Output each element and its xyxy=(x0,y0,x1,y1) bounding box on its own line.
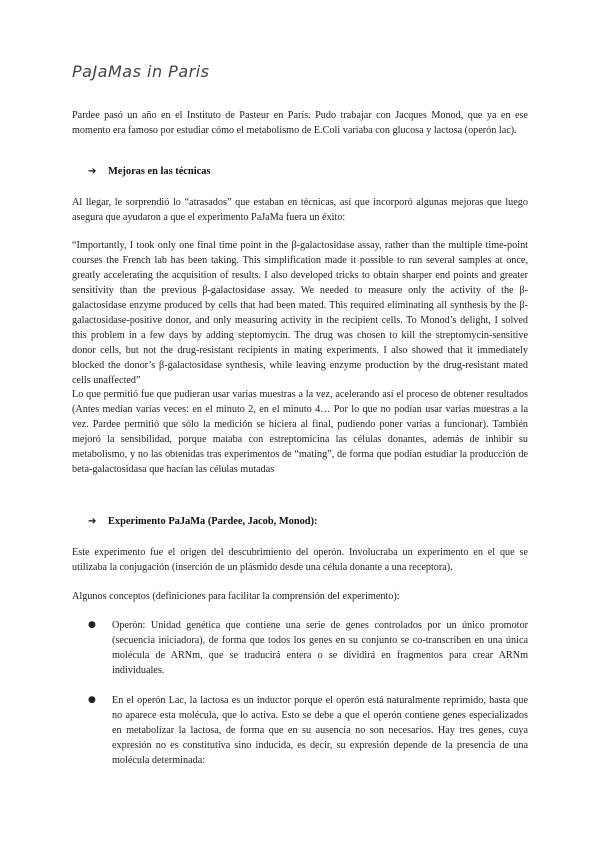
list-item xyxy=(72,618,528,678)
arrow-icon: ➔ xyxy=(88,516,97,527)
concepts-paragraph: Algunos conceptos (definiciones para facilitar la comprensión del experimento): xyxy=(72,591,400,602)
concepts-list xyxy=(72,618,528,768)
list-item-text: Operón: Unidad genética que contiene una serie de genes controlados por un único promotor (secuencia iniciadora), de forma que todos los genes en su conjunto se co-transcriben en una única molécula de ARNm, que se traducirá entera o se dividirá en fragmentos para crear ARNm individuales. xyxy=(112,620,528,676)
techniques-paragraph: Al llegar, le sorprendió lo “atrasados” que estaban en técnicas, así que incorporó algunas mejoras que luego asegura que ayudaron a que el experimento PaJaMa fuera un éxito: xyxy=(72,197,528,223)
intro-paragraph: Pardee pasó un año en el Instituto de Pasteur en París. Pudo trabajar con Jacques Monod, que ya en ese momento era famoso por estudiar cómo el metabolismo de E.Coli variaba con glucosa y lactosa (operón lac). xyxy=(72,110,528,136)
bullet-icon: ● xyxy=(88,695,96,705)
list-item-text: En el operón Lac, la lactosa es un inductor porque el operón está naturalmente reprimido, hasta que no aparece esta molécula, que lo activa. Esto se debe a que el operón contiene genes especializados en metabolizar la lactosa, de forma que en su ausencia no son necesarios. Hay tres genes, cuya expresión no es constitutiva sino inducida, es decir, su expresión depende de la presencia de una molécula determinada: xyxy=(112,695,528,766)
results-paragraph: Lo que permitió fue que pudieran usar varias muestras a la vez, acelerando así el proceso de obtener resultados (Antes medían varias veces: en el minuto 2, en el minuto 4… Por lo que no podían usar varias muestras a la vez. Pardee permitió que sólo la medición se hiciera al final, pudiendo poner varias a funcionar). También mejoró la sensibilidad, porque mataba con estreptomicina las células donantes, además de inhibir su metabolismo, y no las obtenidas tras experimentos de “mating”, de forma que podían estudiar la producción de beta-galactosidasa que hacían las células mutadas xyxy=(72,389,528,475)
section-heading-label: Experimento PaJaMa (Pardee, Jacob, Monod): xyxy=(108,516,318,527)
experiment-paragraph: Este experimento fue el origen del descubrimiento del operón. Involucraba un experimento en el que se utilizaba la conjugación (inserción de un plásmido desde una célula donante a una receptora). xyxy=(72,547,528,573)
arrow-icon: ➔ xyxy=(88,166,97,177)
bullet-icon: ● xyxy=(88,620,96,630)
list-item xyxy=(72,693,528,768)
section-heading-label: Mejoras en las técnicas xyxy=(108,166,211,177)
section-heading-pajama xyxy=(88,516,318,527)
section-heading-techniques xyxy=(88,166,210,177)
quote-paragraph: “Importantly, I took only one final time point in the β-galactosidase assay, rather than the multiple time-point courses the French lab has been taking. This simplification made it possible to run several samples at once, greatly accelerating the acquisition of results. I also developed tricks to obtain sharper end points and greater sensitivity than the previous β-galactosidase assay. We needed to measure only the activity of the β-galactosidase enzyme produced by cells that had been mated. This required eliminating all synthesis by the β-galactosidase-positive donor, and only measuring activity in the recipient cells. To Monod’s delight, I solved this problem in a few days by adding steptomycin. The drug was chosen to kill the streptomycin-sensitive donor cells, but not the drug-resistant recipients in mating experiments. I also showed that it immediately blocked the donor’s β-galactosidase synthesis, while leaving enzyme production by the drug-resistant mated cells unaffected” xyxy=(72,240,528,386)
document-title: PaJaMas in Paris xyxy=(72,62,210,81)
